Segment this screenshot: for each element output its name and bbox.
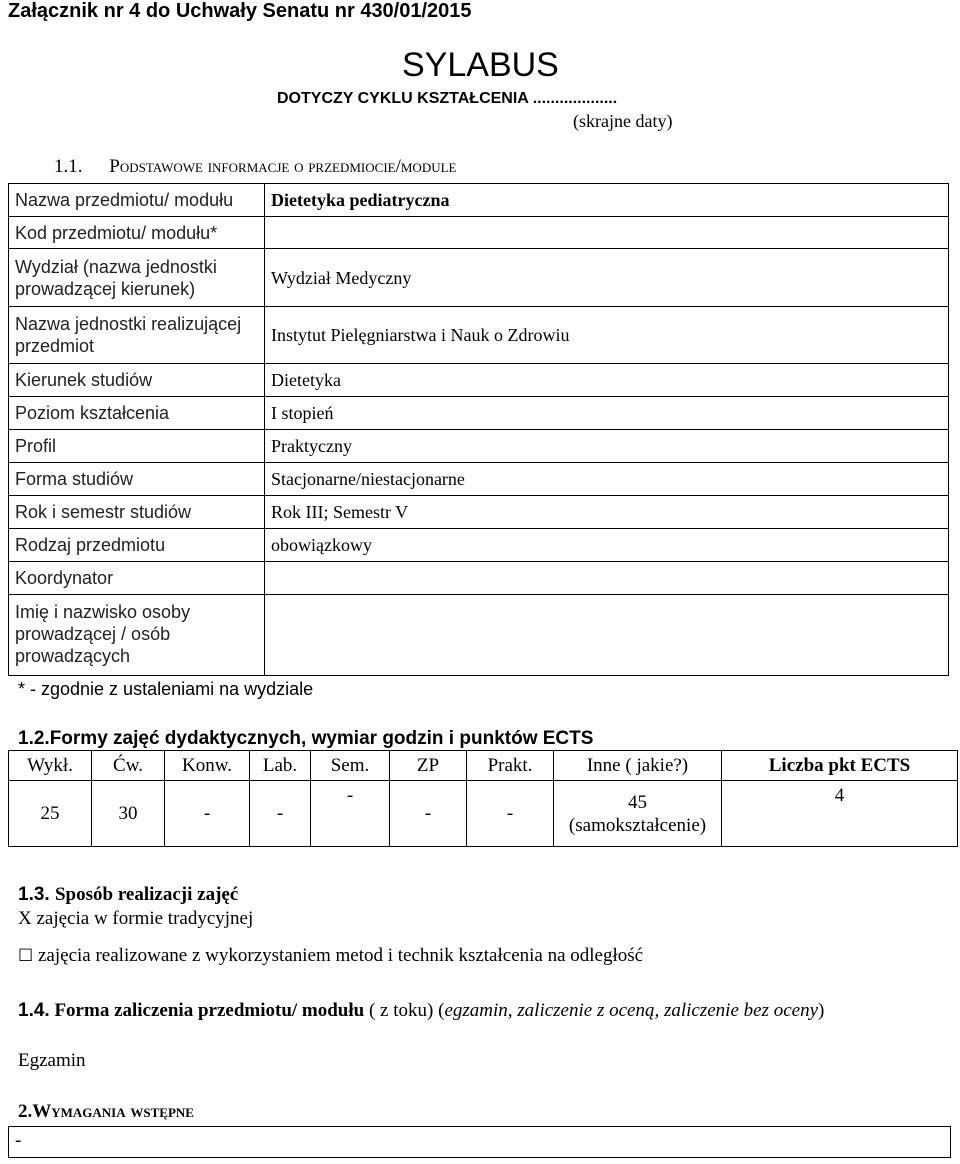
table-row — [9, 249, 949, 307]
table-row — [9, 529, 949, 562]
row-value: Instytut Pielęgniarstwa i Nauk o Zdrowiu — [265, 307, 949, 364]
requirements-value: - — [15, 1130, 22, 1151]
header-cell: Wykł. — [9, 751, 92, 781]
class-forms-table — [8, 750, 958, 847]
row-value: Wydział Medyczny — [265, 249, 949, 307]
row-value — [265, 217, 949, 249]
row-label: Imię i nazwisko osoby prowadzącej / osób prowadzących — [9, 595, 265, 676]
row-label: Kod przedmiotu/ modułu* — [9, 217, 265, 249]
value-cell: - — [311, 781, 390, 847]
table-row — [9, 781, 958, 847]
section-1-1-heading — [54, 156, 456, 178]
table-row — [9, 307, 949, 364]
row-label: Nazwa przedmiotu/ modułu — [9, 184, 265, 217]
document-subtitle: DOTYCZY CYKLU KSZTAŁCENIA ................... — [277, 90, 618, 107]
value-cell: 25 — [9, 781, 92, 847]
table-row — [9, 397, 949, 430]
section-1-3-number: 1.3. — [18, 884, 50, 905]
row-label: Koordynator — [9, 562, 265, 595]
attachment-note: Załącznik nr 4 do Uchwały Senatu nr 430/01/2015 — [8, 0, 472, 22]
date-hint: (skrajne daty) — [573, 111, 673, 131]
header-cell: Liczba pkt ECTS — [722, 751, 958, 781]
table-row — [9, 562, 949, 595]
table-row — [9, 751, 958, 781]
document-title: SYLABUS — [402, 46, 559, 84]
header-cell: Konw. — [165, 751, 250, 781]
row-value: Dietetyka pediatryczna — [265, 184, 949, 217]
value-cell: - — [467, 781, 554, 847]
row-value: Praktyczny — [265, 430, 949, 463]
row-value: Stacjonarne/niestacjonarne — [265, 463, 949, 496]
header-cell: Prakt. — [467, 751, 554, 781]
section-1-4-options: egzamin, zaliczenie z oceną, zaliczenie bez oceny — [444, 1000, 818, 1021]
header-cell: Ćw. — [92, 751, 165, 781]
table-row — [9, 184, 949, 217]
section-1-2-heading: 1.2.Formy zajęć dydaktycznych, wymiar godzin i punktów ECTS — [18, 728, 594, 749]
row-label: Kierunek studiów — [9, 364, 265, 397]
section-1-4-heading — [18, 1000, 824, 1022]
value-cell: - — [165, 781, 250, 847]
header-cell: Lab. — [250, 751, 311, 781]
value-cell: 45 (samokształcenie) — [554, 781, 722, 847]
value-cell: 4 — [722, 781, 958, 847]
row-label: Profil — [9, 430, 265, 463]
row-label: Wydział (nazwa jednostki prowadzącej kierunek) — [9, 249, 265, 307]
row-value: obowiązkowy — [265, 529, 949, 562]
row-label: Rok i semestr studiów — [9, 496, 265, 529]
row-label: Forma studiów — [9, 463, 265, 496]
value-cell: 30 — [92, 781, 165, 847]
header-cell: Inne ( jakie?) — [554, 751, 722, 781]
course-info-table — [8, 183, 949, 676]
row-value: Rok III; Semestr V — [265, 496, 949, 529]
section-1-3-title: Sposób realizacji zajęć — [54, 884, 239, 905]
requirements-box — [8, 1126, 951, 1158]
value-cell: - — [250, 781, 311, 847]
row-value — [265, 562, 949, 595]
table-row — [9, 217, 949, 249]
section-1-3-heading — [18, 884, 238, 906]
table-row — [9, 364, 949, 397]
row-label: Rodzaj przedmiotu — [9, 529, 265, 562]
row-value: I stopień — [265, 397, 949, 430]
row-value: Dietetyka — [265, 364, 949, 397]
section-1-4-paren-close: ) — [818, 1000, 825, 1021]
footnote: * - zgodnie z ustaleniami na wydziale — [18, 679, 314, 699]
section-1-1-number: 1.1. — [54, 156, 83, 177]
row-value — [265, 595, 949, 676]
value-cell: - — [390, 781, 467, 847]
checkbox-icon: ☐ — [18, 946, 34, 966]
table-row — [9, 463, 949, 496]
header-cell: ZP — [390, 751, 467, 781]
section-2-heading: 2.Wymagania wstępne — [18, 1101, 194, 1122]
section-1-4-number: 1.4. — [18, 1000, 50, 1021]
option-remote — [18, 945, 643, 967]
table-row — [9, 496, 949, 529]
assessment-value: Egzamin — [18, 1050, 86, 1071]
row-label: Poziom kształcenia — [9, 397, 265, 430]
section-1-1-title: Podstawowe informacje o przedmiocie/module — [109, 156, 457, 177]
table-row — [9, 430, 949, 463]
table-row — [9, 595, 949, 676]
header-cell: Sem. — [311, 751, 390, 781]
row-label: Nazwa jednostki realizującej przedmiot — [9, 307, 265, 364]
option-remote-label: zajęcia realizowane z wykorzystaniem metod i technik kształcenia na odległość — [38, 945, 644, 966]
option-traditional: X zajęcia w formie tradycyjnej — [18, 908, 254, 929]
section-1-4-paren-open: ( z toku) ( — [368, 1000, 445, 1021]
section-1-4-title: Forma zaliczenia przedmiotu/ modułu — [54, 1000, 365, 1021]
